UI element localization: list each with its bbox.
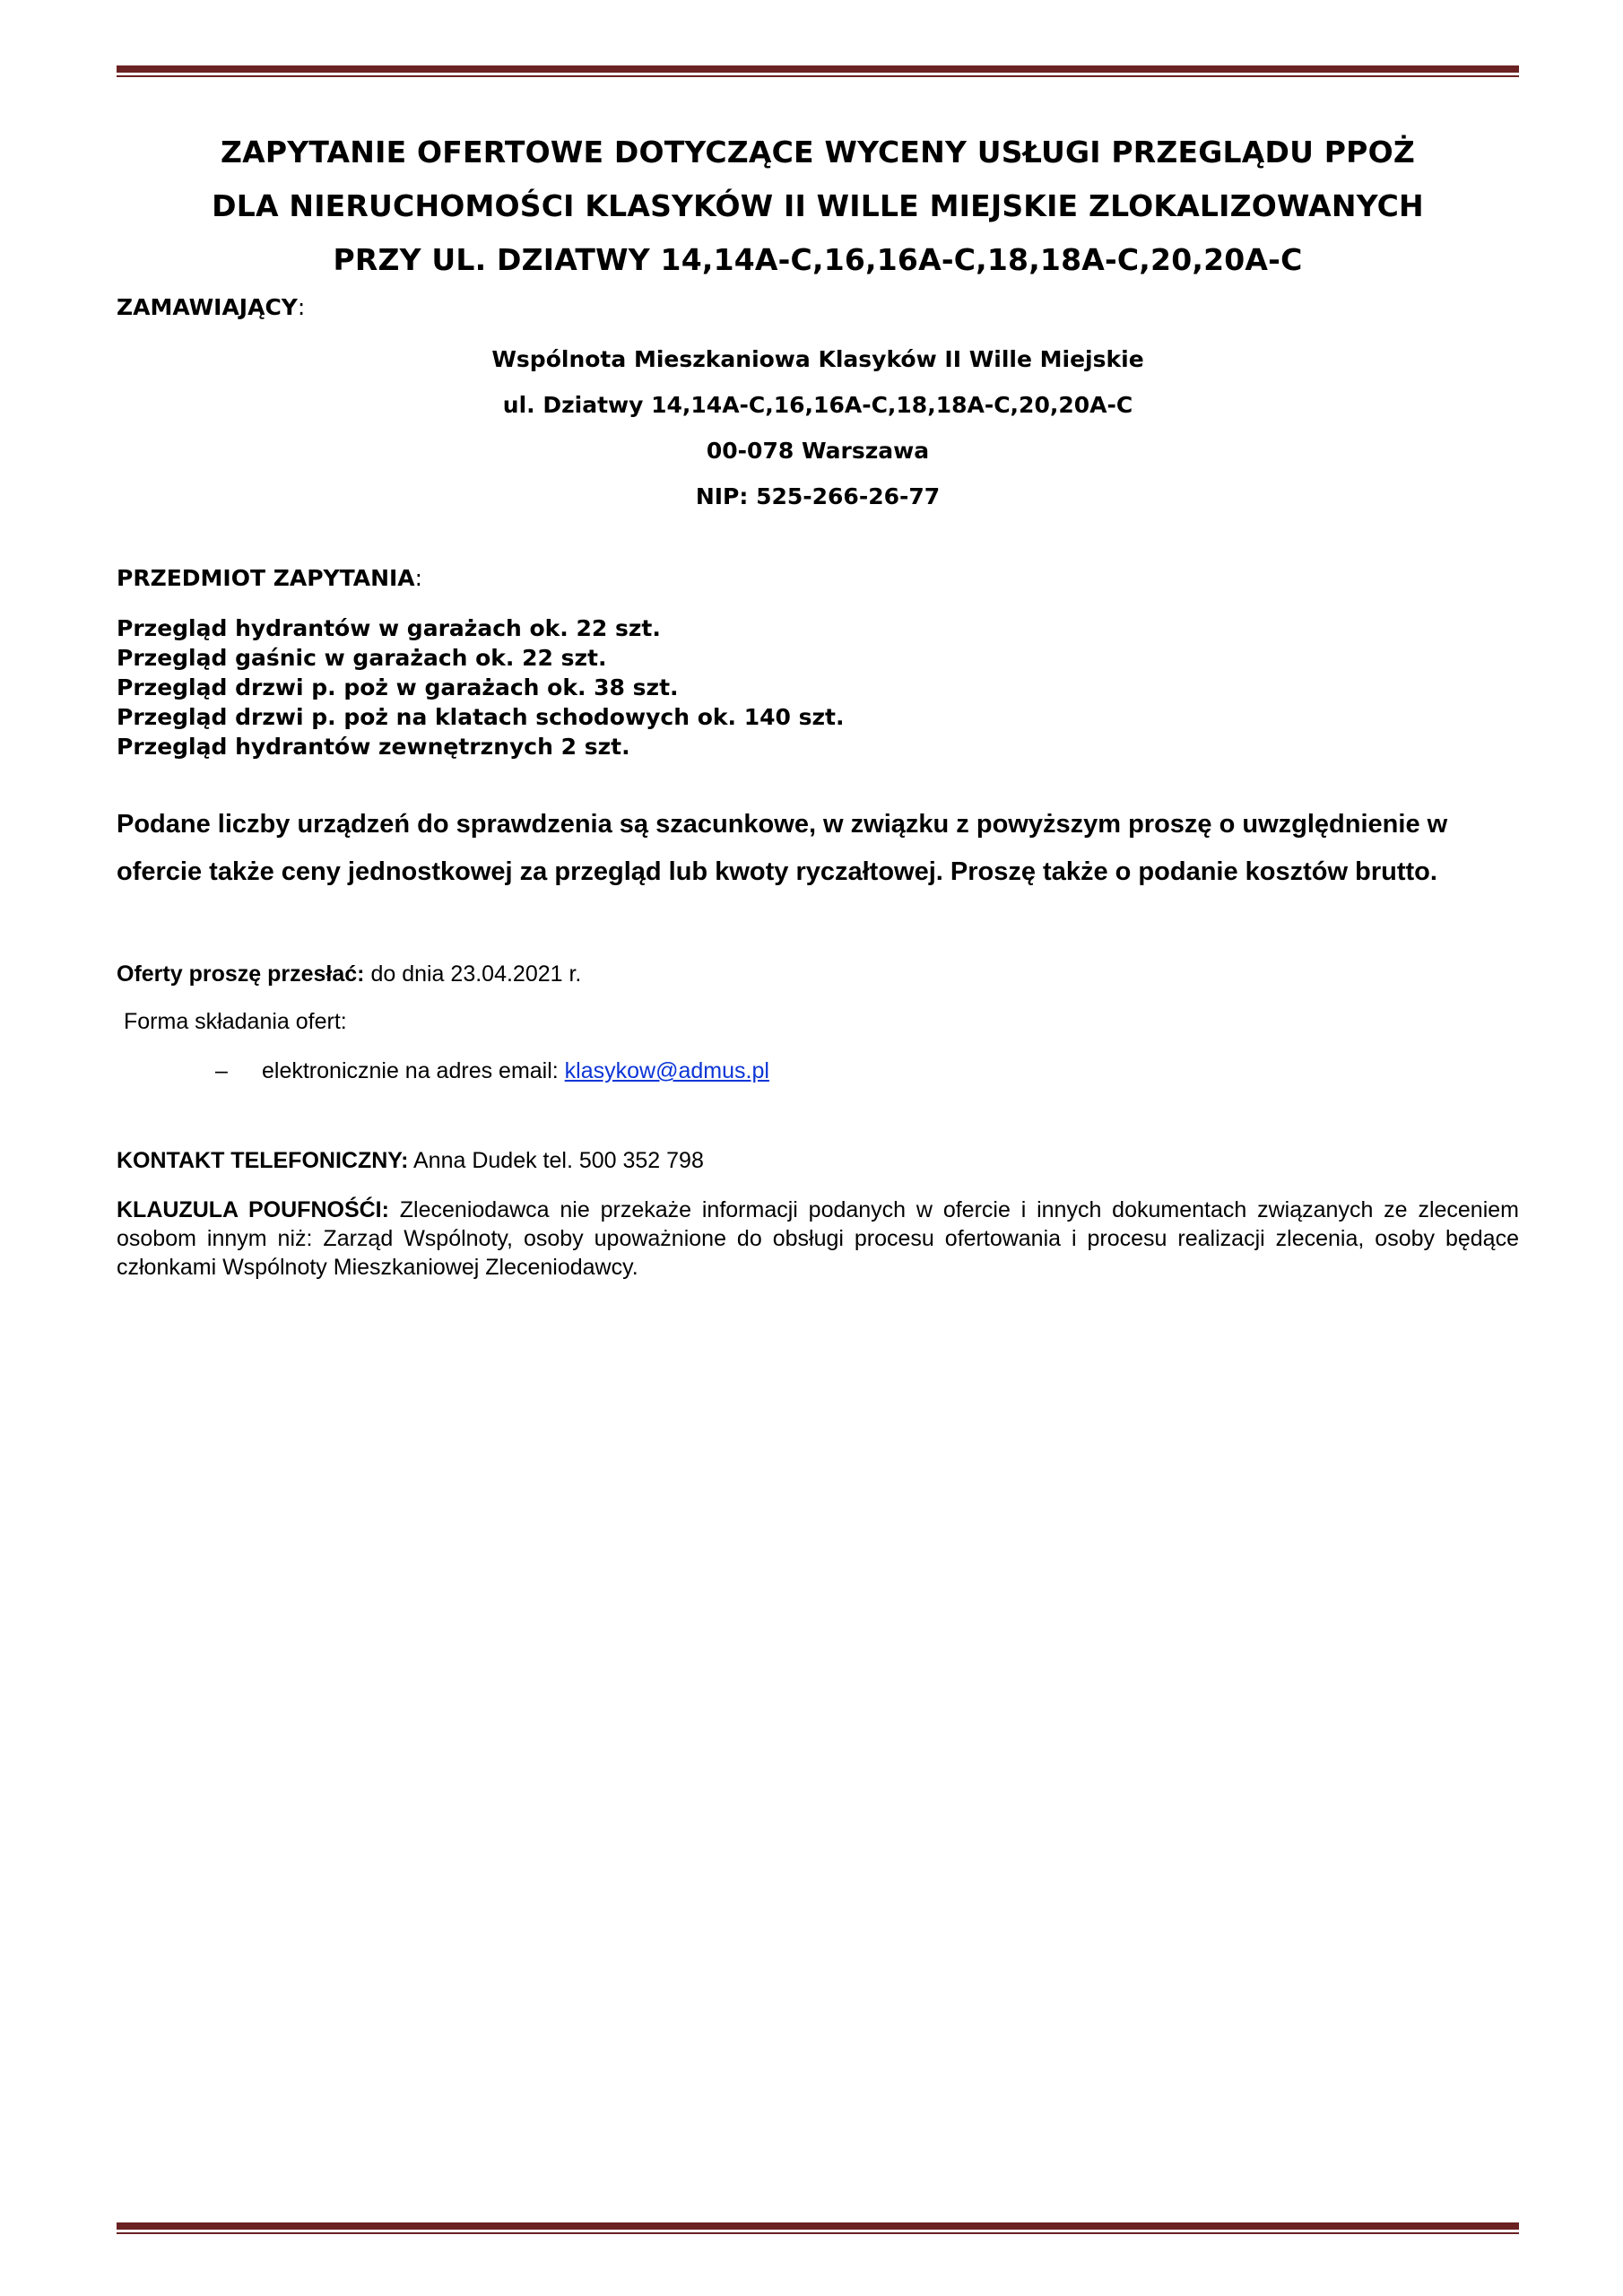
- offer-deadline-label: Oferty proszę przesłać:: [117, 961, 365, 987]
- orderer-name: Wspólnota Mieszkaniowa Klasyków II Wille Miejskie: [491, 346, 1144, 372]
- zamawiajacy-label: ZAMAWIAJĄCY: [117, 294, 298, 320]
- title-line-1: ZAPYTANIE OFERTOWE DOTYCZĄCE WYCENY USŁUGI PRZEGLĄDU PPOŻ: [221, 135, 1415, 170]
- list-item: Przegląd drzwi p. poż w garażach ok. 38 szt.: [117, 674, 679, 700]
- orderer-address: [117, 336, 1519, 519]
- submission-email: [215, 1058, 769, 1084]
- przedmiot-label: PRZEDMIOT ZAPYTANIA: [117, 565, 415, 591]
- submission-form-label: Forma składania ofert:: [124, 1009, 347, 1034]
- bullet-dash: –: [215, 1058, 228, 1083]
- list-item: Przegląd gaśnic w garażach ok. 22 szt.: [117, 645, 607, 671]
- phone-contact: [117, 1148, 704, 1174]
- inspection-items: [117, 613, 844, 761]
- title-line-2: DLA NIERUCHOMOŚCI KLASYKÓW II WILLE MIEJSKIE ZLOKALIZOWANYCH: [212, 188, 1424, 223]
- orderer-city: 00-078 Warszawa: [706, 438, 930, 464]
- clause-line-1: Zleceniodawca nie przekaże informacji podanych w ofercie i innych dokumentach związanych ze: [388, 1197, 1408, 1222]
- clause-label: KLAUZULA POUFNOŚĆI:: [117, 1197, 389, 1222]
- estimate-note: [117, 801, 1519, 896]
- document-title: [117, 126, 1519, 287]
- phone-contact-value: Anna Dudek tel. 500 352 798: [408, 1148, 704, 1173]
- zamawiajacy-colon: :: [297, 294, 306, 320]
- note-line-1: Podane liczby urządzeń do sprawdzenia są szacunkowe, w związku z powyższym proszę o uwzględnienie w: [117, 810, 1448, 839]
- przedmiot-heading: [117, 565, 422, 591]
- list-item: Przegląd hydrantów w garażach ok. 22 szt.: [117, 615, 661, 641]
- offer-deadline-value: do dnia 23.04.2021 r.: [364, 961, 582, 987]
- email-text: elektronicznie na adres email:: [262, 1058, 565, 1083]
- phone-contact-label: KONTAKT TELEFONICZNY:: [117, 1148, 409, 1173]
- list-item: Przegląd drzwi p. poż na klatach schodowych ok. 140 szt.: [117, 704, 845, 730]
- clause-line-2: zleceniem osobom innym niż: Zarząd Wspólnoty, osoby upoważnione do obsługi procesu ofertowania i procesu realizacji: [117, 1197, 1519, 1251]
- clause-line-3: zlecenia, osoby będące członkami Wspólnoty Mieszkaniowej Zleceniodawcy.: [117, 1226, 1519, 1280]
- confidentiality-clause: [117, 1196, 1519, 1282]
- title-line-3: PRZY UL. DZIATWY 14,14A-C,16,16A-C,18,18A-C,20,20A-C: [333, 242, 1303, 277]
- note-line-2: ofercie także ceny jednostkowej za przegląd lub kwoty ryczałtowej. Proszę także o podanie kosztów brutto.: [117, 857, 1437, 886]
- przedmiot-colon: :: [414, 565, 423, 591]
- email-link[interactable]: klasykow@admus.pl: [564, 1058, 769, 1083]
- zamawiajacy-heading: [117, 294, 305, 320]
- orderer-nip: NIP: 525-266-26-77: [695, 483, 941, 509]
- offer-deadline: [117, 961, 581, 987]
- footer-rule: [117, 2222, 1519, 2234]
- orderer-street: ul. Dziatwy 14,14A-C,16,16A-C,18,18A-C,20,20A-C: [502, 392, 1133, 418]
- list-item: Przegląd hydrantów zewnętrznych 2 szt.: [117, 734, 630, 760]
- header-rule: [117, 65, 1519, 77]
